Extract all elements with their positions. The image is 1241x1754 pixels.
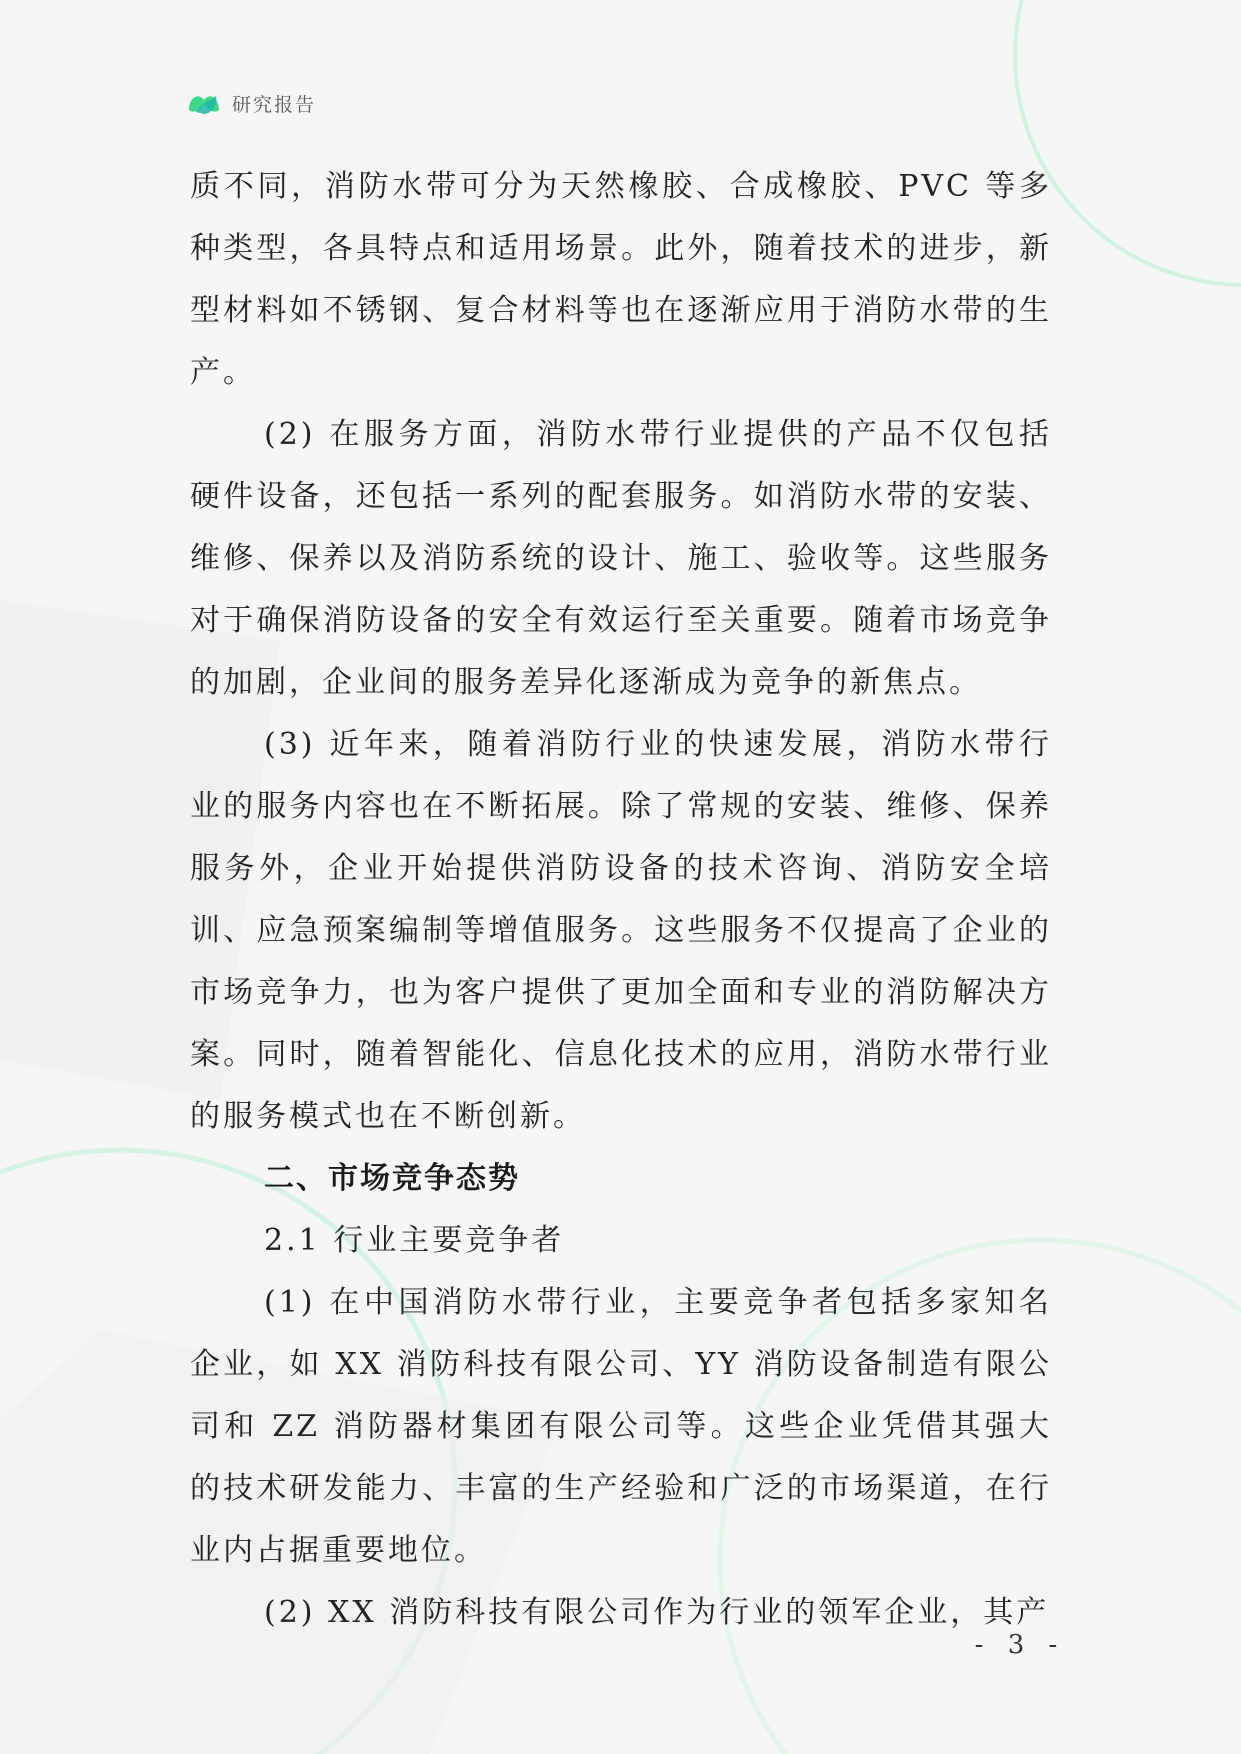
- paragraph-4: (1) 在中国消防水带行业，主要竞争者包括多家知名企业，如 XX 消防科技有限公司、YY 消防设备制造有限公司和 ZZ 消防器材集团有限公司等。这些企业凭借其强大的技术研发能力、丰富的生产经验和广泛的市场渠道，在行业内占据重要地位。: [190, 1285, 1052, 1568]
- subsection-heading: 2.1 行业主要竞争者: [264, 1223, 565, 1258]
- paragraph-5: (2) XX 消防科技有限公司作为行业的领军企业，其产: [264, 1595, 1050, 1630]
- paragraph-2: (2) 在服务方面，消防水带行业提供的产品不仅包括硬件设备，还包括一系列的配套服务。如消防水带的安装、维修、保养以及消防系统的设计、施工、验收等。这些服务对于确保消防设备的安全有效运行至关重要。随着市场竞争的加剧，企业间的服务差异化逐渐成为竞争的新焦点。: [190, 417, 1052, 700]
- section-heading: 二、市场竞争态势: [264, 1161, 520, 1196]
- paragraph-1: 质不同，消防水带可分为天然橡胶、合成橡胶、PVC 等多种类型，各具特点和适用场景。此外，随着技术的进步，新型材料如不锈钢、复合材料等也在逐渐应用于消防水带的生产。: [190, 169, 1052, 390]
- page-header: [186, 88, 316, 118]
- document-body: [190, 156, 1052, 1644]
- page-number: - 3 -: [974, 1630, 1066, 1660]
- header-title: 研究报告: [232, 93, 317, 116]
- paragraph-3: (3) 近年来，随着消防行业的快速发展，消防水带行业的服务内容也在不断拓展。除了常规的安装、维修、保养服务外，企业开始提供消防设备的技术咨询、消防安全培训、应急预案编制等增值服务。这些服务不仅提高了企业的市场竞争力，也为客户提供了更加全面和专业的消防解决方案。同时，随着智能化、信息化技术的应用，消防水带行业的服务模式也在不断创新。: [190, 727, 1052, 1134]
- brand-logo-icon: [186, 88, 222, 118]
